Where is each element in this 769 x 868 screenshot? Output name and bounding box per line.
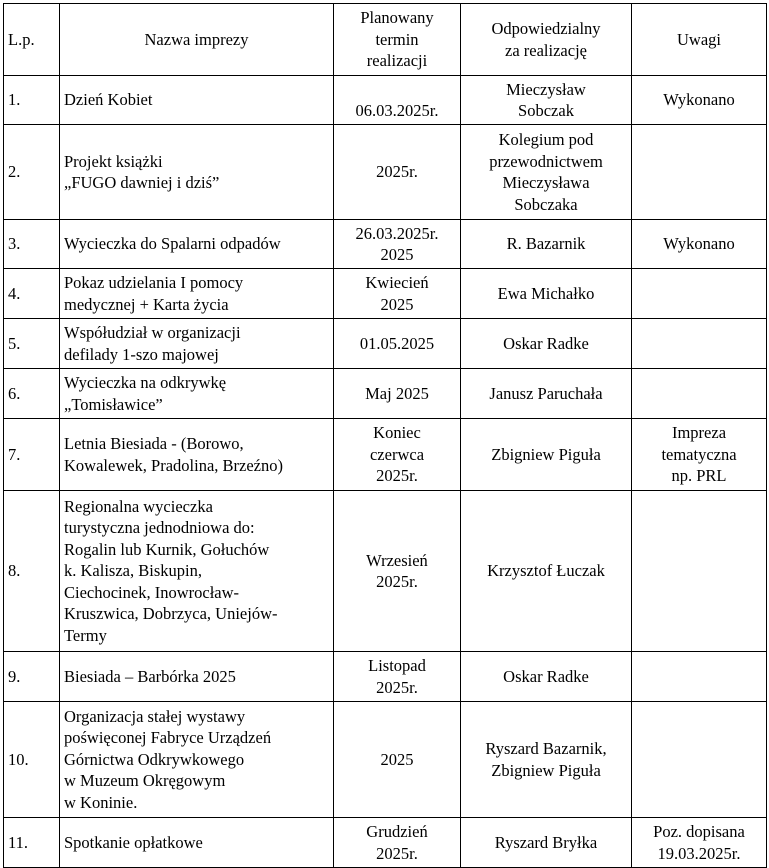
- row-lp: 10.: [4, 702, 60, 818]
- header-term: Planowany termin realizacji: [334, 4, 461, 76]
- row-responsible: Mieczysław Sobczak: [461, 76, 632, 125]
- row-lp: 8.: [4, 491, 60, 652]
- row-term: Kwiecień 2025: [334, 269, 461, 319]
- row-term: 01.05.2025: [334, 319, 461, 369]
- row-notes: Wykonano: [632, 76, 767, 125]
- header-name: Nazwa imprezy: [60, 4, 334, 76]
- row-notes: Poz. dopisana 19.03.2025r.: [632, 818, 767, 868]
- row-term: Grudzień 2025r.: [334, 818, 461, 868]
- row-notes: [632, 652, 767, 702]
- row-responsible: R. Bazarnik: [461, 220, 632, 269]
- header-notes: Uwagi: [632, 4, 767, 76]
- table-body: [4, 76, 767, 868]
- row-term: 2025r.: [334, 125, 461, 220]
- header-lp: L.p.: [4, 4, 60, 76]
- row-notes: [632, 702, 767, 818]
- row-term: Maj 2025: [334, 369, 461, 419]
- table-row: [4, 369, 767, 419]
- row-responsible: Krzysztof Łuczak: [461, 491, 632, 652]
- row-notes: [632, 369, 767, 419]
- row-lp: 4.: [4, 269, 60, 319]
- row-term: Listopad 2025r.: [334, 652, 461, 702]
- row-name: Letnia Biesiada - (Borowo, Kowalewek, Pradolina, Brzeźno): [60, 419, 334, 491]
- row-term: Koniec czerwca 2025r.: [334, 419, 461, 491]
- row-name: Wycieczka do Spalarni odpadów: [60, 220, 334, 269]
- table-row: [4, 319, 767, 369]
- row-name: Biesiada – Barbórka 2025: [60, 652, 334, 702]
- row-responsible: Oskar Radke: [461, 319, 632, 369]
- events-plan-table: [3, 3, 767, 868]
- row-responsible: Ewa Michałko: [461, 269, 632, 319]
- row-name: Dzień Kobiet: [60, 76, 334, 125]
- row-name: Wycieczka na odkrywkę „Tomisławice”: [60, 369, 334, 419]
- row-lp: 7.: [4, 419, 60, 491]
- table-row: [4, 818, 767, 868]
- row-name: Pokaz udzielania I pomocy medycznej + Karta życia: [60, 269, 334, 319]
- row-notes: [632, 319, 767, 369]
- row-lp: 5.: [4, 319, 60, 369]
- row-lp: 2.: [4, 125, 60, 220]
- header-row: [4, 4, 767, 76]
- row-lp: 1.: [4, 76, 60, 125]
- row-responsible: Oskar Radke: [461, 652, 632, 702]
- row-notes: Wykonano: [632, 220, 767, 269]
- table-row: [4, 491, 767, 652]
- row-lp: 11.: [4, 818, 60, 868]
- row-term: 2025: [334, 702, 461, 818]
- table-row: [4, 419, 767, 491]
- table-row: [4, 702, 767, 818]
- row-notes: Impreza tematyczna np. PRL: [632, 419, 767, 491]
- row-name: Organizacja stałej wystawy poświęconej Fabryce Urządzeń Górnictwa Odkrywkowego w Muzeum Okręgowym w Koninie.: [60, 702, 334, 818]
- row-lp: 6.: [4, 369, 60, 419]
- table-row: [4, 269, 767, 319]
- row-term: 06.03.2025r.: [334, 76, 461, 125]
- row-name: Regionalna wycieczka turystyczna jednodniowa do: Rogalin lub Kurnik, Gołuchów k. Kalisza, Biskupin, Ciechocinek, Inowrocław- Kruszwica, Dobrzyca, Uniejów- Termy: [60, 491, 334, 652]
- table-row: [4, 220, 767, 269]
- row-term: Wrzesień 2025r.: [334, 491, 461, 652]
- row-lp: 3.: [4, 220, 60, 269]
- row-responsible: Zbigniew Piguła: [461, 419, 632, 491]
- row-notes: [632, 491, 767, 652]
- table-row: [4, 76, 767, 125]
- table-row: [4, 652, 767, 702]
- row-responsible: Ryszard Bazarnik, Zbigniew Piguła: [461, 702, 632, 818]
- table-row: [4, 125, 767, 220]
- row-name: Projekt książki „FUGO dawniej i dziś”: [60, 125, 334, 220]
- row-name: Spotkanie opłatkowe: [60, 818, 334, 868]
- row-notes: [632, 269, 767, 319]
- row-term: 26.03.2025r. 2025: [334, 220, 461, 269]
- row-name: Współudział w organizacji defilady 1-szo majowej: [60, 319, 334, 369]
- row-responsible: Ryszard Bryłka: [461, 818, 632, 868]
- row-lp: 9.: [4, 652, 60, 702]
- row-notes: [632, 125, 767, 220]
- header-responsible: Odpowiedzialny za realizację: [461, 4, 632, 76]
- row-responsible: Janusz Paruchała: [461, 369, 632, 419]
- row-responsible: Kolegium pod przewodnictwem Mieczysława Sobczaka: [461, 125, 632, 220]
